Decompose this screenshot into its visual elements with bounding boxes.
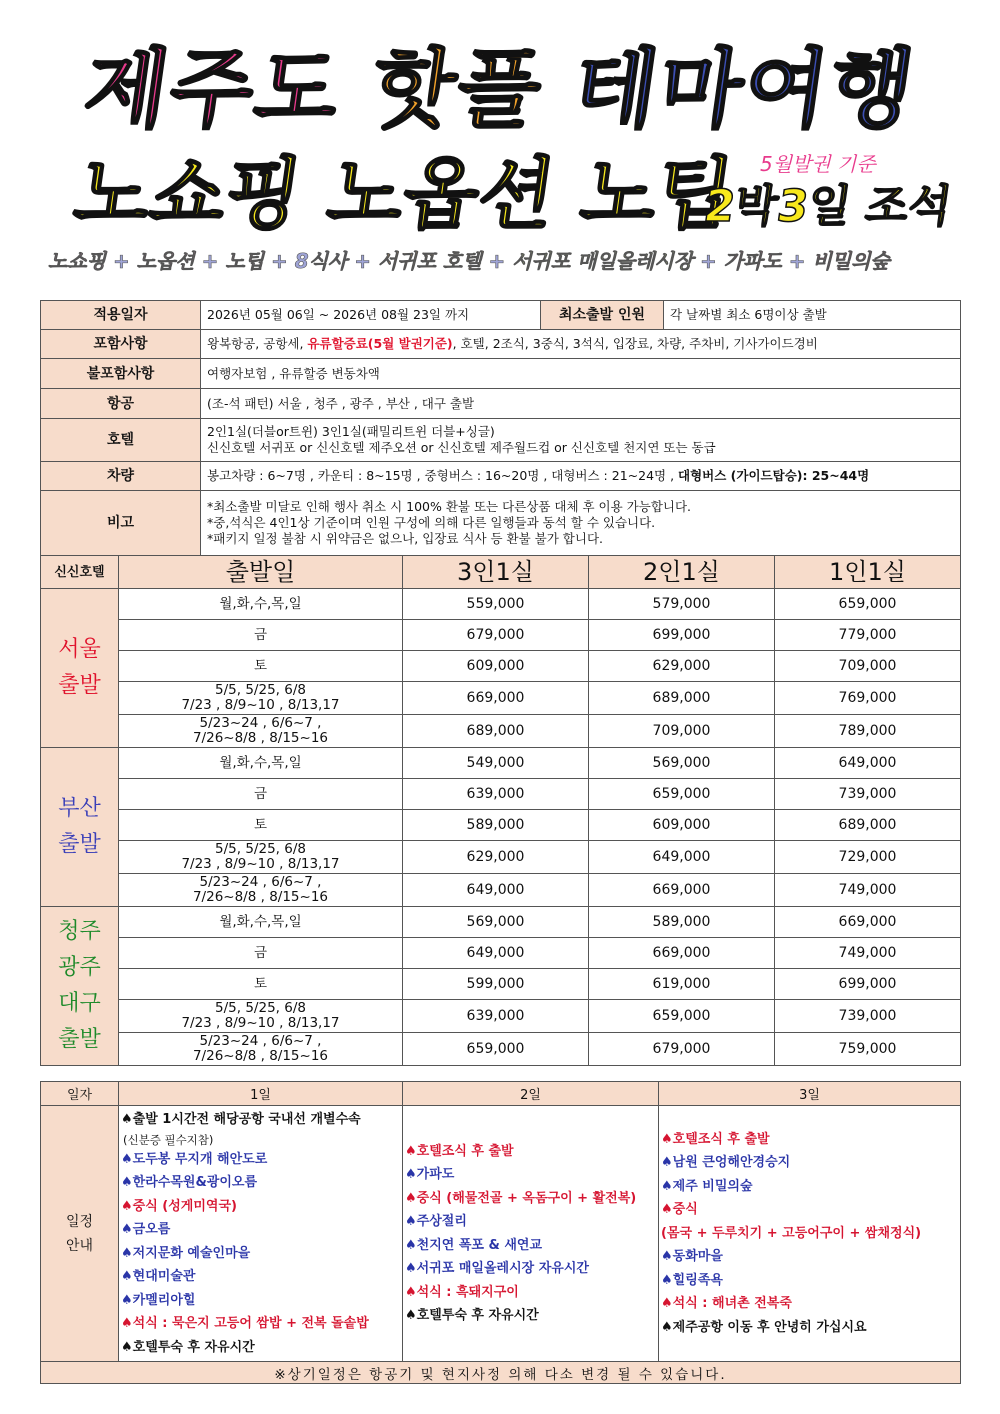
included-value: 왕복항공, 공항세, 유류할증료(5월 발권기준), 호텔, 2조식, 3중식, 3석식, 입장료, 차량, 주차비, 기사가이드경비 <box>201 330 961 359</box>
departure-date-header: 출발일 <box>119 556 403 589</box>
title-word-hotplace: 핫플 <box>365 40 550 140</box>
price-p2: 679,000 <box>589 1033 775 1066</box>
issue-note: 5월발권 기준 <box>760 152 876 176</box>
itinerary-item: (몸국 + 두루치기 + 고등어구이 + 쌈채정식) <box>661 1225 922 1241</box>
itinerary-item: ♠카멜리아힐 <box>121 1292 196 1308</box>
price-p1: 739,000 <box>775 779 961 810</box>
subtitle-no-shopping: 노쇼핑 노옵션 노팁 <box>68 150 739 240</box>
price-p1: 699,000 <box>775 969 961 1000</box>
tagline-item: 서귀포 호텔 <box>377 249 482 273</box>
price-row <box>41 938 961 969</box>
day-3-header: 3일 <box>659 1082 961 1106</box>
departure-day: 금 <box>119 938 403 969</box>
hotel-brand-header: 신신호텔 <box>41 556 119 589</box>
itinerary-item: ♠중식 <box>661 1202 698 1218</box>
tagline-item: 비밀의숲 <box>812 249 890 273</box>
departure-day: 5/5, 5/25, 6/8 7/23 , 8/9~10 , 8/13,17 <box>119 841 403 874</box>
note-value <box>201 491 961 556</box>
departure-day: 금 <box>119 620 403 651</box>
price-p3: 649,000 <box>403 938 589 969</box>
duration-label: 2박3일 조석 <box>700 181 955 232</box>
price-row <box>41 748 961 779</box>
price-p3: 599,000 <box>403 969 589 1000</box>
day-1-itinerary <box>119 1106 403 1362</box>
departure-day: 금 <box>119 779 403 810</box>
itinerary-item: ♠도두봉 무지개 해안도로 <box>121 1151 268 1167</box>
price-p1: 739,000 <box>775 1000 961 1033</box>
price-row <box>41 907 961 938</box>
price-p2: 709,000 <box>589 715 775 748</box>
region-busan: 부산 출발 <box>41 748 119 907</box>
price-p3: 679,000 <box>403 620 589 651</box>
itinerary-item: ♠서귀포 매일올레시장 자유시간 <box>405 1261 589 1276</box>
price-p1: 789,000 <box>775 715 961 748</box>
note-line: *패키지 일정 불참 시 위약금은 없으나, 입장료 식사 등 환불 불가 합니다. <box>207 531 604 546</box>
price-p2: 619,000 <box>589 969 775 1000</box>
departure-day: 토 <box>119 651 403 682</box>
title-word-theme: 테마여행 <box>567 40 922 140</box>
itinerary-item: ♠현대미술관 <box>121 1269 196 1284</box>
price-p3: 609,000 <box>403 651 589 682</box>
price-p1: 749,000 <box>775 874 961 907</box>
min-people-value: 각 날짜별 최소 6명이상 출발 <box>664 301 961 330</box>
price-row <box>41 589 961 620</box>
price-p3: 629,000 <box>403 841 589 874</box>
itinerary-item: ♠제주공항 이동 후 안녕히 가십시요 <box>661 1319 867 1335</box>
vehicle-value: 봉고차량 : 6~7명 , 카운티 : 8~15명 , 중형버스 : 16~20명 , 대형버스 : 21~24명 , 대형버스 (가이드탑승): 25~44명 <box>201 462 961 491</box>
departure-day: 토 <box>119 969 403 1000</box>
price-p2: 569,000 <box>589 748 775 779</box>
price-p1: 659,000 <box>775 589 961 620</box>
itinerary-item: ♠석식 : 흑돼지구이 <box>405 1284 519 1300</box>
price-p1: 709,000 <box>775 651 961 682</box>
min-people-label: 최소출발 인원 <box>541 301 664 330</box>
price-p2: 589,000 <box>589 907 775 938</box>
excluded-value: 여행자보험 , 유류할증 변동차액 <box>201 359 961 389</box>
price-row <box>41 841 961 874</box>
itinerary-item: ♠금오름 <box>121 1222 171 1237</box>
fuel-surcharge-note: 유류할증료(5월 발권기준) <box>307 336 453 351</box>
price-p3: 569,000 <box>403 907 589 938</box>
day-2-header: 2일 <box>403 1082 659 1106</box>
departure-day: 5/23~24 , 6/6~7 , 7/26~8/8 , 8/15~16 <box>119 1033 403 1066</box>
price-row <box>41 874 961 907</box>
title-word-jeju: 제주도 <box>78 40 348 140</box>
tagline-item: 가파도 <box>723 249 782 273</box>
price-p3: 649,000 <box>403 874 589 907</box>
info-table <box>40 300 961 556</box>
price-p1: 649,000 <box>775 748 961 779</box>
departure-day: 토 <box>119 810 403 841</box>
price-row <box>41 682 961 715</box>
double-room-header: 2인1실 <box>589 556 775 589</box>
price-p2: 669,000 <box>589 874 775 907</box>
price-row <box>41 969 961 1000</box>
price-p2: 579,000 <box>589 589 775 620</box>
price-p1: 729,000 <box>775 841 961 874</box>
price-table <box>40 555 961 1066</box>
price-row <box>41 651 961 682</box>
departure-day: 5/23~24 , 6/6~7 , 7/26~8/8 , 8/15~16 <box>119 874 403 907</box>
note-line: *최소출발 미달로 인해 행사 취소 시 100% 환불 또는 다른상품 대체 후 이용 가능합니다. <box>207 499 692 514</box>
price-p3: 589,000 <box>403 810 589 841</box>
itinerary-item: ♠석식 : 해녀촌 전복죽 <box>661 1296 792 1312</box>
itinerary-item: ♠중식 (해물전골 + 옥돔구이 + 활전복) <box>405 1190 637 1206</box>
itinerary-item: ♠제주 비밀의숲 <box>661 1178 753 1194</box>
price-p1: 669,000 <box>775 907 961 938</box>
price-p1: 689,000 <box>775 810 961 841</box>
price-p2: 629,000 <box>589 651 775 682</box>
itinerary-item: ♠동화마을 <box>661 1249 723 1265</box>
itinerary-item: ♠힐링족욕 <box>661 1272 723 1288</box>
price-row <box>41 1033 961 1066</box>
schedule-footer-note: ※상기일정은 항공기 및 현지사정 의해 다소 변경 될 수 있습니다. <box>41 1362 961 1384</box>
price-row <box>41 620 961 651</box>
tagline-item: 노쇼핑 <box>48 249 106 273</box>
day-2-itinerary <box>403 1106 659 1362</box>
itinerary-item: ♠가파도 <box>405 1167 455 1182</box>
departure-day: 5/23~24 , 6/6~7 , 7/26~8/8 , 8/15~16 <box>119 715 403 748</box>
flight-label: 항공 <box>41 389 201 419</box>
itinerary-item: ♠석식 : 묵은지 고등어 쌈밥 + 전복 돌솥밥 <box>121 1316 369 1331</box>
price-p3: 669,000 <box>403 682 589 715</box>
itinerary-item: ♠중식 (성게미역국) <box>121 1198 237 1214</box>
hotel-label: 호텔 <box>41 419 201 462</box>
price-p3: 549,000 <box>403 748 589 779</box>
flight-value: (조-석 패턴) 서울 , 청주 , 광주 , 부산 , 대구 출발 <box>201 389 961 419</box>
tagline-item: 서귀포 매일올레시장 <box>512 249 694 273</box>
vehicle-label: 차량 <box>41 462 201 491</box>
price-p1: 749,000 <box>775 938 961 969</box>
day-label: 일자 <box>41 1082 119 1106</box>
itinerary-item: (신분증 필수지참) <box>123 1132 214 1147</box>
price-p2: 659,000 <box>589 779 775 810</box>
note-line: *중,석식은 4인1상 기준이며 인원 구성에 의해 다른 일행들과 동석 할 수 있습니다. <box>207 515 656 530</box>
itinerary-item: ♠호텔조식 후 출발 <box>661 1131 770 1147</box>
period-value: 2026년 05월 06일 ~ 2026년 08월 23일 까지 <box>201 301 541 330</box>
price-p2: 689,000 <box>589 682 775 715</box>
region-seoul: 서울 출발 <box>41 589 119 748</box>
price-p2: 669,000 <box>589 938 775 969</box>
single-room-header: 1인1실 <box>775 556 961 589</box>
price-p1: 769,000 <box>775 682 961 715</box>
price-p2: 659,000 <box>589 1000 775 1033</box>
itinerary-item: ♠한라수목원&광이오름 <box>121 1175 258 1190</box>
tagline-item: 노옵션 <box>136 249 195 273</box>
itinerary-item: ♠남원 큰엉해안경승지 <box>661 1155 791 1171</box>
price-row <box>41 715 961 748</box>
price-row <box>41 779 961 810</box>
hotel-value: 2인1실(더블or트윈) 3인1실(패밀리트윈 더블+싱글) 신신호텔 서귀포 or 신신호텔 제주오션 or 신신호텔 제주월드컵 or 신신호텔 천지연 또는 동급 <box>201 419 961 462</box>
itinerary-item: ♠호텔투숙 후 자유시간 <box>121 1339 255 1355</box>
price-p3: 639,000 <box>403 779 589 810</box>
itinerary-item: ♠호텔조식 후 출발 <box>405 1143 514 1159</box>
price-p2: 609,000 <box>589 810 775 841</box>
region-cheongju: 청주 광주 대구 출발 <box>41 907 119 1066</box>
departure-day: 월,화,수,목,일 <box>119 589 403 620</box>
note-label: 비고 <box>41 491 201 556</box>
departure-day: 월,화,수,목,일 <box>119 907 403 938</box>
tagline-item: 노팁 <box>225 249 264 273</box>
tagline: 노쇼핑 + 노옵션 + 노팁 + 8식사 + 서귀포 호텔 + 서귀포 매일올레시장 + 가파도 + 비밀의숲 <box>48 249 890 273</box>
price-p2: 699,000 <box>589 620 775 651</box>
period-label: 적용일자 <box>41 301 201 330</box>
included-label: 포함사항 <box>41 330 201 359</box>
price-p2: 649,000 <box>589 841 775 874</box>
excluded-label: 불포함사항 <box>41 359 201 389</box>
itinerary-item: ♠출발 1시간전 해당공항 국내선 개별수속 <box>121 1112 361 1127</box>
price-row <box>41 810 961 841</box>
price-p3: 689,000 <box>403 715 589 748</box>
itinerary-item: ♠호텔투숙 후 자유시간 <box>405 1308 539 1323</box>
price-p3: 639,000 <box>403 1000 589 1033</box>
schedule-guide-label: 일정 안내 <box>41 1106 119 1362</box>
day-3-itinerary <box>659 1106 961 1362</box>
price-p3: 559,000 <box>403 589 589 620</box>
price-p1: 759,000 <box>775 1033 961 1066</box>
tagline-item: 8식사 <box>294 249 348 273</box>
itinerary-item: ♠저지문화 예술인마을 <box>121 1245 251 1261</box>
price-row <box>41 1000 961 1033</box>
departure-day: 5/5, 5/25, 6/8 7/23 , 8/9~10 , 8/13,17 <box>119 682 403 715</box>
departure-day: 5/5, 5/25, 6/8 7/23 , 8/9~10 , 8/13,17 <box>119 1000 403 1033</box>
schedule-table <box>40 1081 961 1384</box>
itinerary-item: ♠천지연 폭포 & 새연교 <box>405 1237 543 1253</box>
day-1-header: 1일 <box>119 1082 403 1106</box>
itinerary-item: ♠주상절리 <box>405 1214 467 1229</box>
price-p1: 779,000 <box>775 620 961 651</box>
main-title <box>0 40 1000 140</box>
departure-day: 월,화,수,목,일 <box>119 748 403 779</box>
triple-room-header: 3인1실 <box>403 556 589 589</box>
price-p3: 659,000 <box>403 1033 589 1066</box>
